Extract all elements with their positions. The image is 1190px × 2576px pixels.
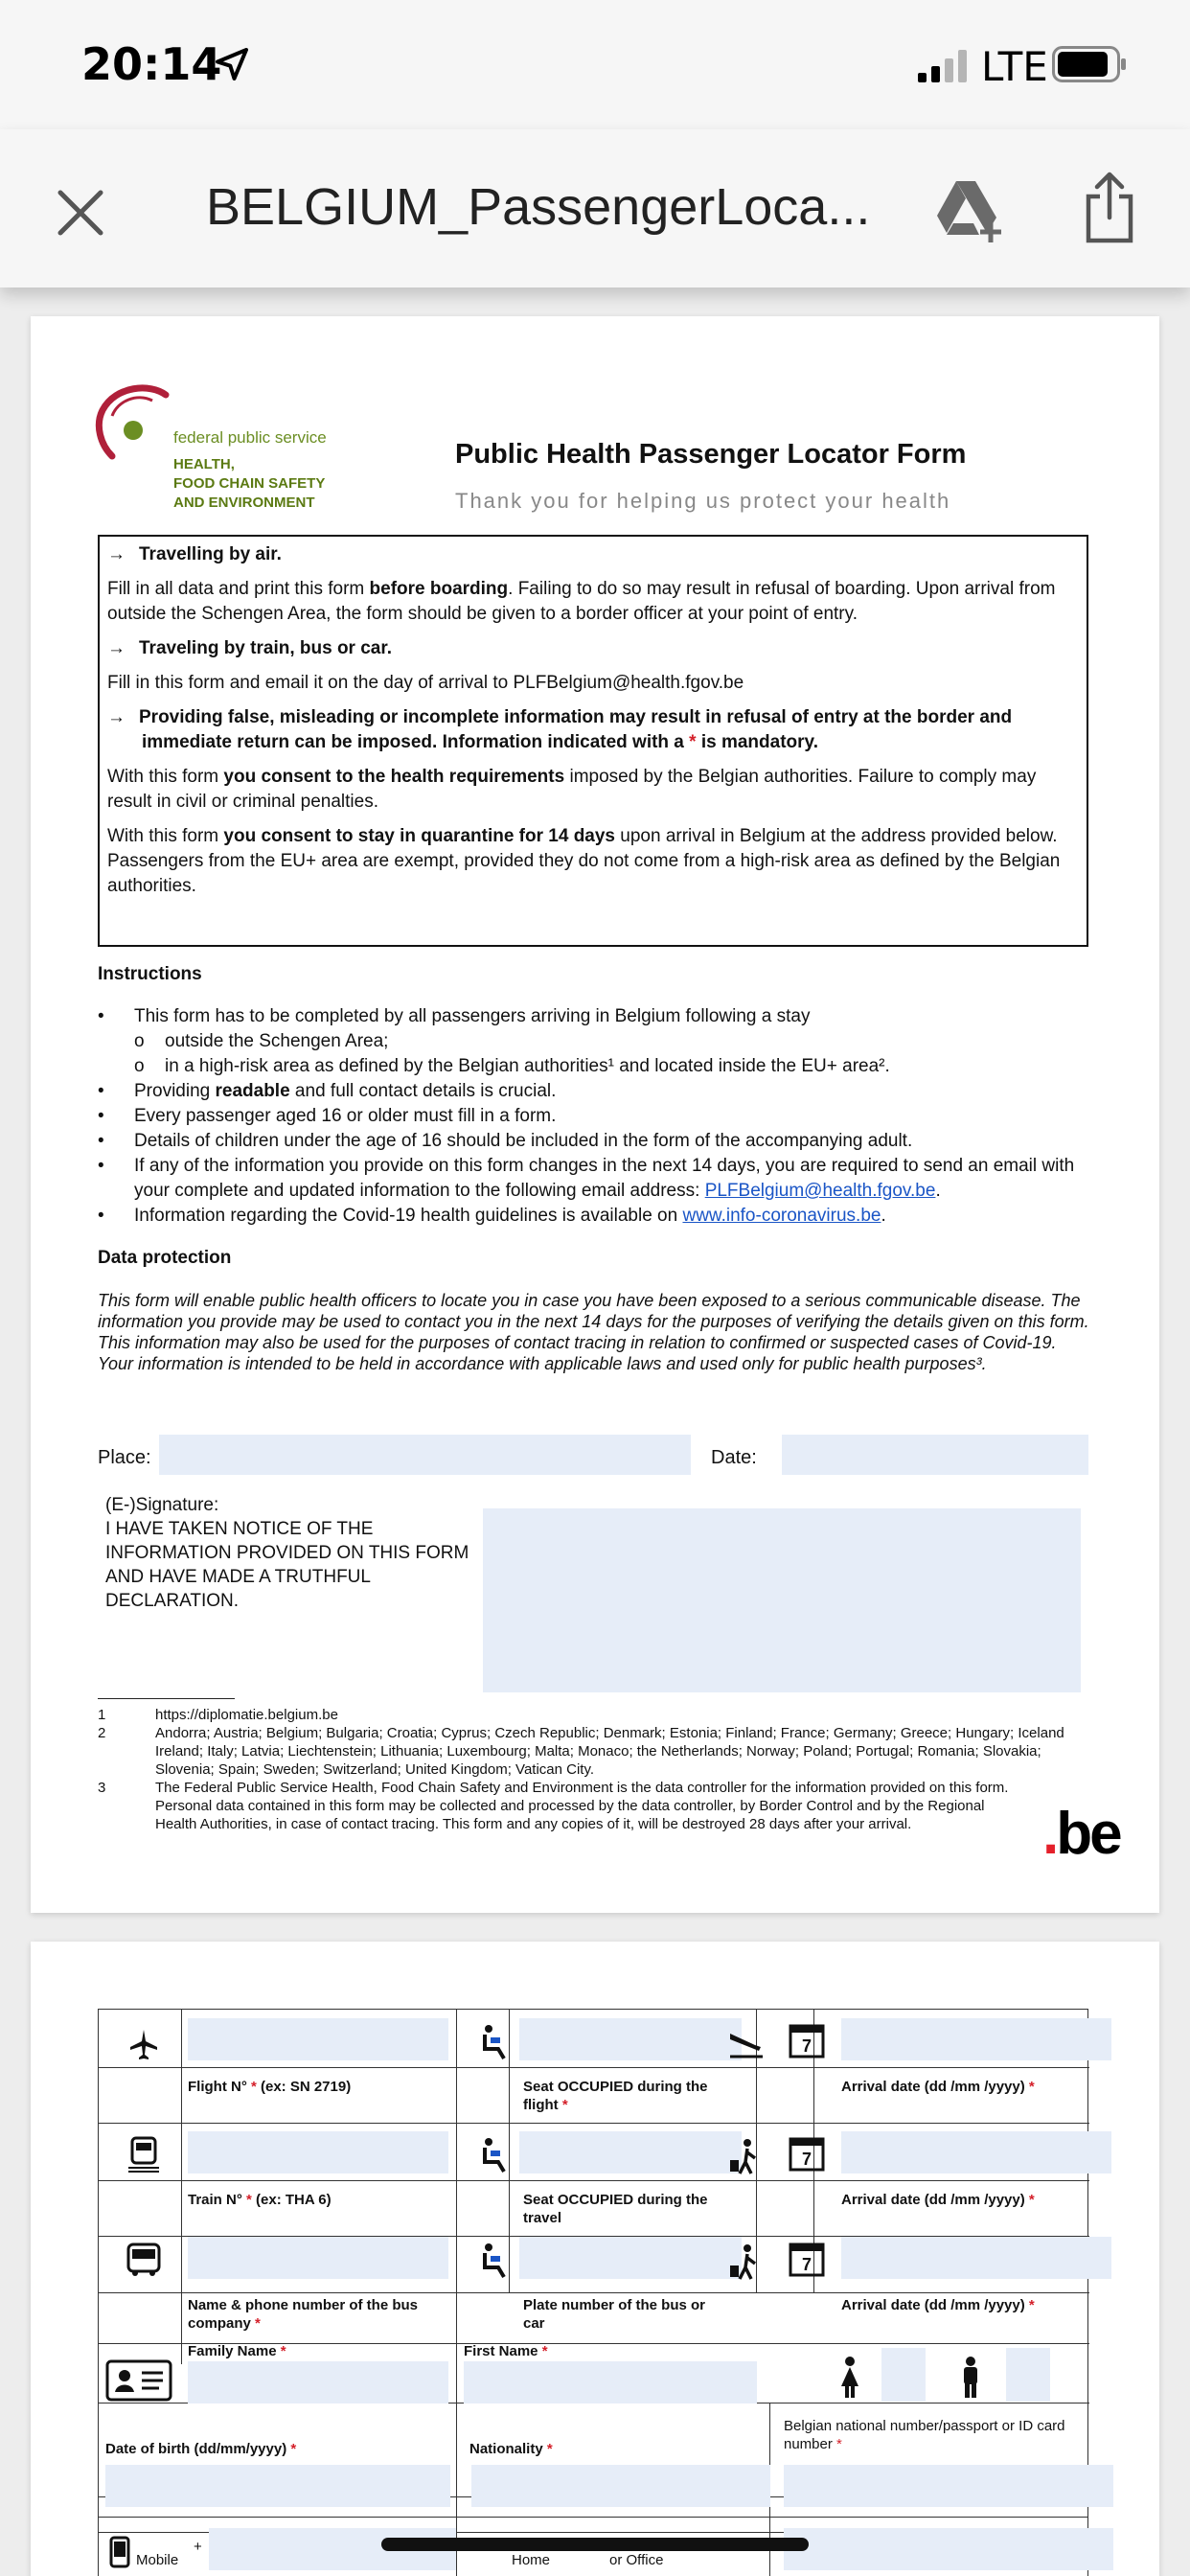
id-number-input[interactable]: [784, 2465, 1113, 2507]
instructions-heading: Instructions: [98, 964, 202, 984]
flight-number-input[interactable]: [188, 2018, 448, 2060]
seat-icon: [475, 2022, 514, 2060]
list-item: • Details of children under the age of 16 should be included in the form of the accompanying adult.: [98, 1131, 913, 1151]
seat-icon: [475, 2135, 514, 2174]
male-icon: [956, 2356, 985, 2400]
calendar-icon: [788, 2020, 826, 2058]
female-checkbox[interactable]: [881, 2348, 926, 2402]
home-indicator[interactable]: [381, 2538, 809, 2551]
seat-icon: [475, 2241, 514, 2279]
share-icon[interactable]: [1081, 170, 1138, 246]
calendar-icon: [788, 2239, 826, 2277]
flight-number-label: Flight N° * (ex: SN 2719): [188, 2079, 352, 2095]
data-protection-text: This form will enable public health officers to locate you in case you have been exposed to a serious communicable disease. The information you provide may be used to contact you in the next 14 days for the purposes of verifying the details given on this form. This information may also be used for the purposes of contact tracing in relation to confirmed or suspected cases of Covid-19. Your information is intended to be held in accordance with applicable laws and used only for public health purposes³.: [98, 1291, 1089, 1373]
seat-travel-label: Seat OCCUPIED during the travel: [523, 2192, 708, 2226]
list-item: • Every passenger aged 16 or older must fill in a form.: [98, 1106, 557, 1126]
traveler-luggage-icon: [726, 2137, 765, 2175]
arrival-date-label: Arrival date (dd /mm /yyyy) *: [841, 2079, 1035, 2095]
office-phone-label: or Office: [609, 2552, 664, 2568]
email-link[interactable]: PLFBelgium@health.fgov.be: [704, 1181, 936, 1201]
logo-department: HEALTH, FOOD CHAIN SAFETY AND ENVIRONMENT: [173, 456, 326, 511]
train-number-label: Train N° * (ex: THA 6): [188, 2192, 332, 2208]
date-of-birth-label: Date of birth (dd/mm/yyyy) *: [105, 2441, 297, 2457]
instructions-list: [98, 1004, 1094, 1229]
first-name-input[interactable]: [464, 2361, 757, 2404]
seat-flight-label: Seat OCCUPIED during the flight *: [523, 2079, 708, 2113]
footnote-2: 2 Andorra; Austria; Belgium; Bulgaria; Croatia; Cyprus; Czech Republic; Denmark; Estonia; Finland; France; Germany; Greece; Hungary; Iceland Ireland; Italy; Latvia; Liechtenstein; Lithuania; Luxembourg; Malta; Monaco; the Netherlands; Norway; Poland; Portugal; Romania; Slovakia; Slovenia; Spain; Sweden; Switzerland; United Kingdom; Vatican City.: [98, 1725, 1064, 1778]
notice-quarantine: With this form you consent to stay in quarantine for 14 days upon arrival in Belgium at the address provided below. Passengers from the EU+ area are exempt, provided they do not come from a high-risk area as defined by the Belgian authorities.: [107, 826, 1061, 896]
mobile-label: Mobile: [136, 2552, 179, 2568]
form-title: Public Health Passenger Locator Form: [455, 439, 967, 470]
notice-train-heading: → Traveling by train, bus or car.: [107, 638, 392, 658]
date-label: Date:: [711, 1447, 757, 1468]
male-checkbox[interactable]: [1006, 2348, 1050, 2402]
mobile-phone-icon: [109, 2536, 130, 2568]
train-icon: [125, 2135, 163, 2174]
status-bar: [0, 0, 1190, 129]
date-input[interactable]: [782, 1435, 1088, 1475]
be-logo: .be: [1042, 1801, 1120, 1867]
arrival-date-label: Arrival date (dd /mm /yyyy) *: [841, 2192, 1035, 2208]
list-item: o outside the Schengen Area;: [134, 1031, 389, 1051]
signature-field[interactable]: [483, 1508, 1081, 1692]
home-phone-label: Home: [512, 2552, 551, 2568]
arrival-date-label: Arrival date (dd /mm /yyyy) *: [841, 2297, 1035, 2313]
place-label: Place:: [98, 1447, 151, 1468]
logo-federal-public-service: federal public service: [173, 428, 327, 447]
footnote-3: 3 The Federal Public Service Health, Food Chain Safety and Environment is the data controller for the information provided on this form. Personal data contained in this form may be collected and processed by the data controller, by Border Control and by the Regional Health Authorities, in case of contact tracing. This form and any copies of it, will be destroyed 28 days after your arrival.: [98, 1780, 1009, 1832]
signature-label: (E-)Signature: I HAVE TAKEN NOTICE OF THE INFORMATION PROVIDED ON THIS FORM AND HAVE MADE A TRUTHFUL DECLARATION.: [105, 1495, 469, 1611]
notice-false-info: → Providing false, misleading or incomplete information may result in refusal of entry at the border and immediate return can be imposed. Information indicated with a * is mandatory.: [107, 707, 1013, 752]
family-name-label: Family Name *: [188, 2343, 286, 2359]
battery-icon: [1052, 46, 1127, 82]
travel-notice-box: [98, 535, 1088, 947]
flight-seat-input[interactable]: [519, 2018, 742, 2060]
list-item: • Providing readable and full contact details is crucial.: [98, 1081, 557, 1101]
status-time: 20:14: [81, 38, 222, 90]
svg-text:7: 7: [801, 2255, 812, 2274]
list-item: • This form has to be completed by all passengers arriving in Belgium following a stay: [98, 1006, 811, 1026]
calendar-icon: [788, 2133, 826, 2172]
email-input[interactable]: [784, 2528, 1113, 2570]
mobile-plus-prefix: +: [194, 2539, 202, 2555]
nationality-input[interactable]: [471, 2465, 770, 2507]
data-protection-heading: Data protection: [98, 1248, 232, 1268]
notice-train-text: Fill in this form and email it on the day of arrival to PLFBelgium@health.fgov.be: [107, 673, 744, 693]
nationality-label: Nationality *: [469, 2441, 553, 2457]
svg-text:7: 7: [801, 2150, 812, 2169]
footnotes: [98, 1706, 1104, 1833]
train-arrival-date-input[interactable]: [841, 2131, 1111, 2174]
footnote-1: 1 https://diplomatie.belgium.be: [98, 1707, 338, 1723]
airplane-icon: [125, 2026, 163, 2064]
plate-number-label: Plate number of the bus or car: [523, 2297, 706, 2332]
list-item: o in a high-risk area as defined by the Belgian authorities¹ and located inside the EU+ area².: [134, 1056, 890, 1076]
id-number-label: Belgian national number/passport or ID card number *: [784, 2418, 1065, 2452]
fps-health-logo: [95, 383, 172, 460]
notice-air-text: Fill in all data and print this form before boarding. Failing to do so may result in refusal of boarding. Upon arrival from outside the Schengen Area, the form should be given to a border officer at your point of entry.: [107, 579, 1056, 624]
family-name-input[interactable]: [188, 2361, 448, 2404]
train-seat-input[interactable]: [519, 2131, 742, 2174]
close-icon[interactable]: [53, 185, 108, 241]
bus-company-input[interactable]: [188, 2237, 448, 2279]
cellular-signal-icon: [918, 50, 985, 82]
list-item: • If any of the information you provide on this form changes in the next 14 days, you are required to send an email with your complete and updated information to the following email address: PLFBelgium@health.fgov.be.: [98, 1156, 1075, 1201]
svg-text:7: 7: [801, 2036, 812, 2056]
date-of-birth-input[interactable]: [105, 2465, 450, 2507]
bus-icon: [125, 2241, 163, 2279]
footnote-divider: [98, 1698, 235, 1699]
train-number-input[interactable]: [188, 2131, 448, 2174]
list-item: • Information regarding the Covid-19 health guidelines is available on www.info-coronavirus.be.: [98, 1206, 886, 1226]
first-name-label: First Name *: [464, 2343, 548, 2359]
covid-info-link[interactable]: www.info-coronavirus.be: [682, 1206, 881, 1226]
bus-arrival-date-input[interactable]: [841, 2237, 1111, 2279]
location-arrow-icon: [213, 45, 251, 83]
pdf-page-1[interactable]: [31, 316, 1159, 1913]
plate-number-input[interactable]: [519, 2237, 742, 2279]
place-input[interactable]: [159, 1435, 691, 1475]
document-title: BELGIUM_PassengerLoca...: [206, 178, 871, 236]
female-icon: [835, 2356, 864, 2400]
add-to-drive-icon[interactable]: [935, 175, 1004, 244]
id-card-icon: [105, 2359, 172, 2402]
notice-air-heading: → Travelling by air.: [107, 544, 282, 564]
plane-landing-icon: [726, 2024, 765, 2062]
flight-arrival-date-input[interactable]: [841, 2018, 1111, 2060]
form-subtitle: Thank you for helping us protect your health: [455, 489, 951, 513]
network-type: LTE: [981, 43, 1048, 90]
viewer-toolbar: [0, 129, 1190, 288]
bus-company-label: Name & phone number of the bus company *: [188, 2297, 419, 2332]
pdf-page-2[interactable]: [31, 1942, 1159, 2576]
notice-consent: With this form you consent to the health requirements imposed by the Belgian authorities. Failure to comply may result in civil or criminal penalties.: [107, 767, 1037, 812]
traveler-luggage-icon: [726, 2242, 765, 2281]
